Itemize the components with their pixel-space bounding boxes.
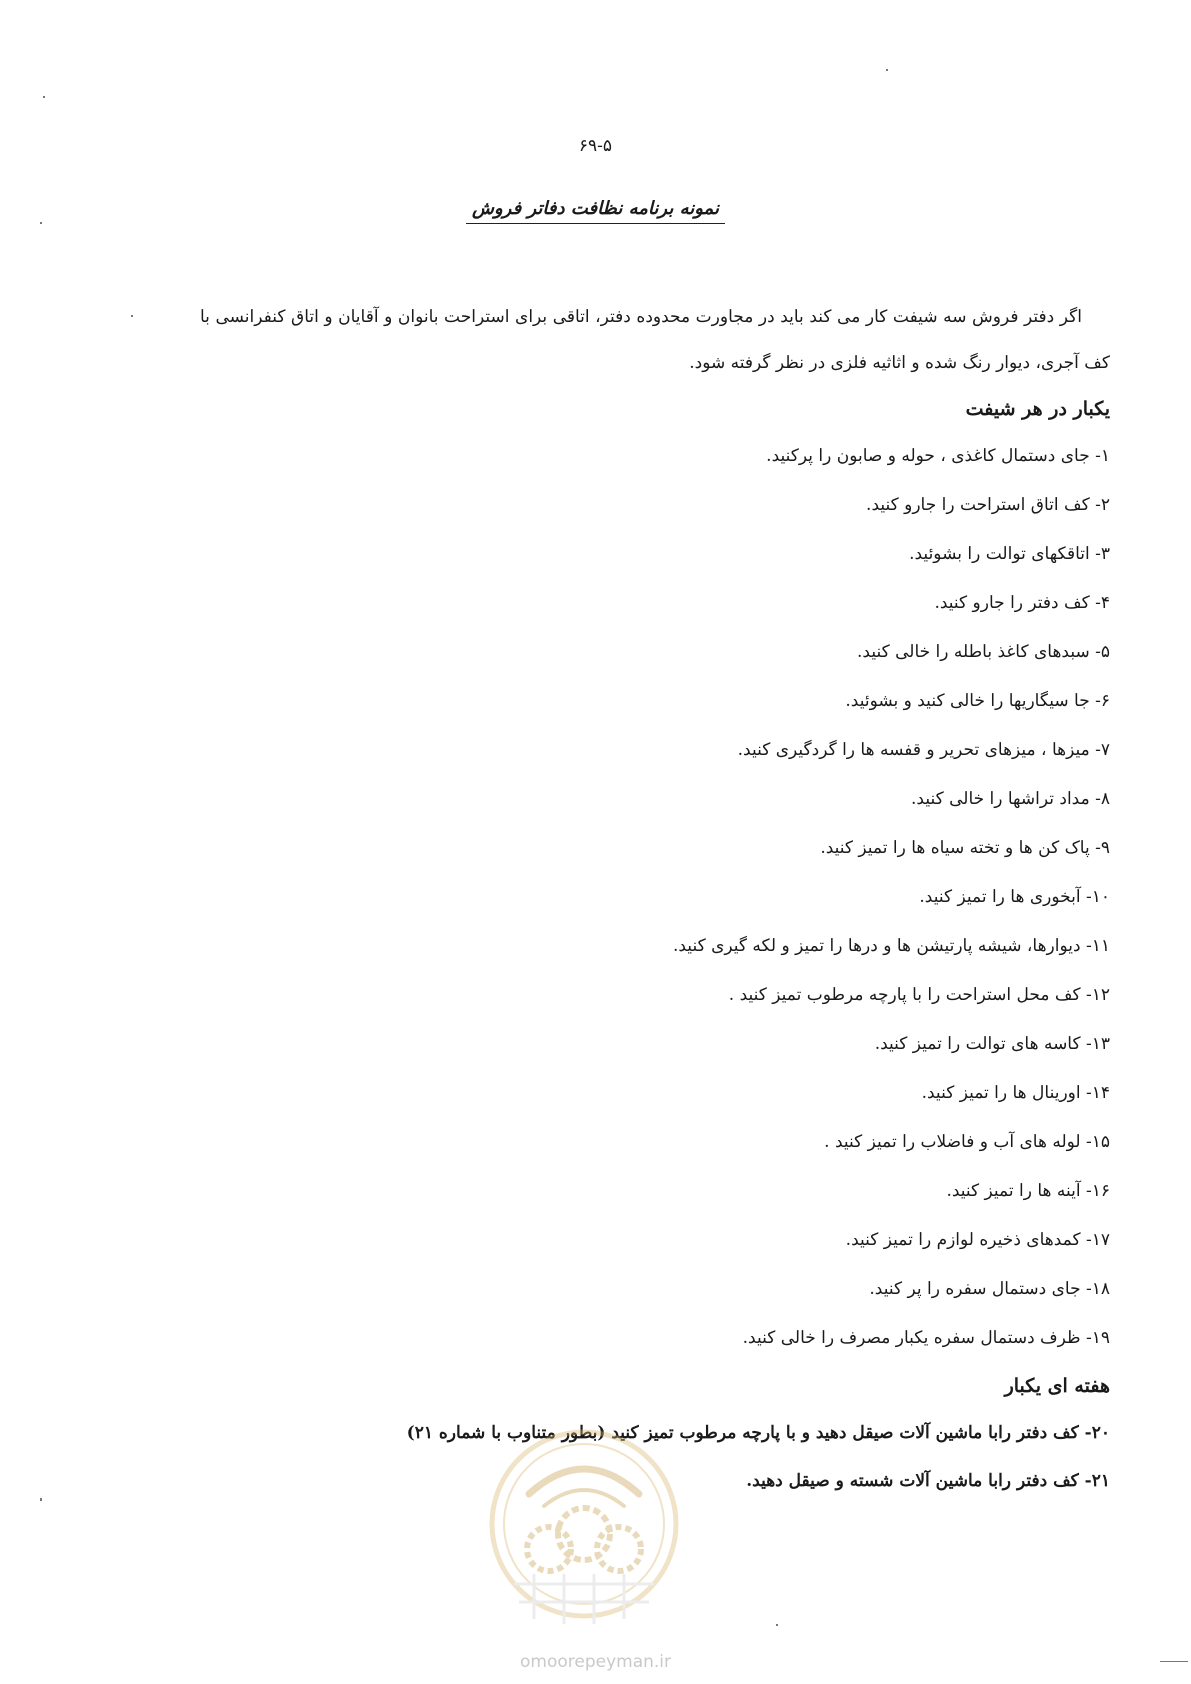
list-item: ۱۹- ظرف دستمال سفره یکبار مصرف را خالی کنید.	[742, 1328, 1110, 1348]
scan-edge-mark	[1160, 1661, 1188, 1662]
scan-speck	[40, 1498, 42, 1501]
section-heading-weekly: هفته ای یکبار	[1004, 1375, 1110, 1397]
watermark-url: omoorepeyman.ir	[519, 1652, 672, 1672]
list-item: ۱۸- جای دستمال سفره را پر کنید.	[869, 1279, 1110, 1299]
scan-speck	[886, 69, 888, 71]
once-per-shift-list	[200, 432, 1110, 1363]
intro-paragraph: اگر دفتر فروش سه شیفت کار می کند باید در مجاورت محدوده دفتر، اتاقی برای استراحت بانوان و آقایان و اتاق کنفرانسی با کف آجری، دیوار رنگ شده و اثاثیه فلزی در نظر گرفته شود.	[200, 307, 1110, 373]
list-item: ۳- اتاقکهای توالت را بشوئید.	[909, 544, 1110, 564]
section-heading-once-per-shift: یکبار در هر شیفت	[965, 398, 1110, 420]
scan-speck	[776, 1624, 778, 1626]
document-title-wrapper	[0, 198, 1191, 224]
list-item: ۱- جای دستمال کاغذی ، حوله و صابون را پرکنید.	[766, 446, 1110, 466]
list-item: ۱۱- دیوارها، شیشه پارتیشن ها و درها را تمیز و لکه گیری کنید.	[672, 936, 1110, 956]
list-item: ۸- مداد تراشها را خالی کنید.	[911, 789, 1110, 809]
list-item: ۱۶- آینه ها را تمیز کنید.	[946, 1181, 1110, 1201]
list-item: ۲- کف اتاق استراحت را جارو کنید.	[866, 495, 1110, 515]
list-item: ۱۷- کمدهای ذخیره لوازم را تمیز کنید.	[845, 1230, 1110, 1250]
document-title: نمونه برنامه نظافت دفاتر فروش	[466, 198, 725, 224]
list-item: ۴- کف دفتر را جارو کنید.	[934, 593, 1110, 613]
list-item: ۱۳- کاسه های توالت را تمیز کنید.	[874, 1034, 1110, 1054]
page-number: ۶۹-۵	[578, 136, 613, 156]
list-item: ۱۲- کف محل استراحت را با پارچه مرطوب تمیز کنید .	[728, 985, 1110, 1005]
list-item: ۱۰- آبخوری ها را تمیز کنید.	[919, 887, 1110, 907]
list-item: ۲۰- کف دفتر رابا ماشین آلات صیقل دهید و با پارچه مرطوب تمیز کنید (بطور متناوب با شماره ۲۱)	[406, 1423, 1110, 1443]
scan-speck	[40, 222, 42, 224]
list-item: ۲۱- کف دفتر رابا ماشین آلات شسته و صیقل دهید.	[746, 1471, 1110, 1491]
list-item: ۶- جا سیگاریها را خالی کنید و بشوئید.	[845, 691, 1110, 711]
list-item: ۷- میزها ، میزهای تحریر و قفسه ها را گردگیری کنید.	[737, 740, 1110, 760]
scan-speck	[43, 96, 45, 98]
list-item: ۵- سبدهای کاغذ باطله را خالی کنید.	[857, 642, 1110, 662]
list-item: ۱۵- لوله های آب و فاضلاب را تمیز کنید .	[824, 1132, 1110, 1152]
document-body	[200, 294, 1110, 1505]
watermark-logo-icon	[484, 1424, 684, 1638]
list-item: ۱۴- اورینال ها را تمیز کنید.	[921, 1083, 1110, 1103]
scan-speck	[131, 315, 133, 317]
list-item: ۹- پاک کن ها و تخته سیاه ها را تمیز کنید.	[820, 838, 1110, 858]
